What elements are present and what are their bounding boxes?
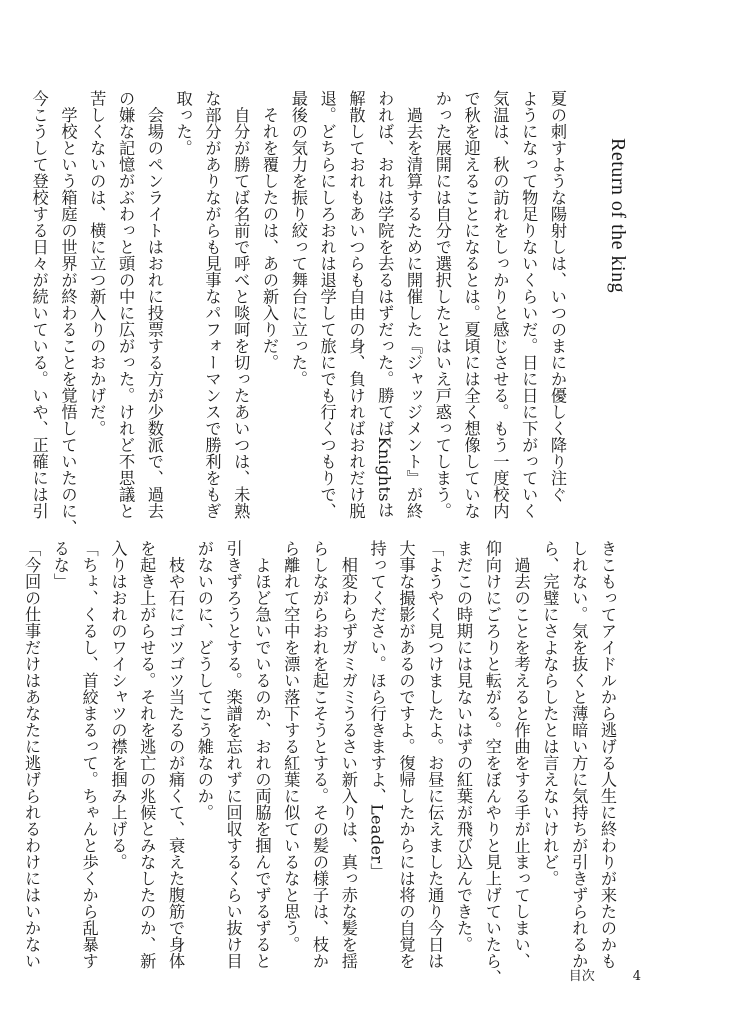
text-line: それを覆したのは、あの新入りだ。 [260,90,280,371]
text-line: 「ちょ、くるし、首絞まるって。ちゃんと歩くから乱暴す [79,540,99,969]
text-line: な部分がありながらも見事なパフォーマンスで勝利をもぎ [202,90,222,519]
footer [569,965,641,984]
text-line: 夏の刺すような陽射しは、いつのまにか優しく降り注ぐ [548,90,567,503]
page-title: Return of the king [607,138,629,294]
text-line: 相変わらずガミガミうるさい新入りは、真っ赤な髪を揺 [338,540,358,969]
text-line: 「ようやく見つけましたよ。お昼に伝えました通り今日は [425,540,445,969]
text-line: るな」 [50,540,70,590]
text-line: がないのに、どうしてこう雑なのか。 [194,540,214,821]
text-line: 退。どちらにしろおれは退学して旅にでも行くつもりで、 [317,90,337,519]
text-block-top [29,90,571,536]
text-line: きこもってアイドルから逃げる人生に終わりが来たのかも [598,540,617,969]
text-line: 取った。 [173,90,193,156]
text-line: 解散しておれもあいつらも自由の身、負ければおれだけ脱 [346,90,366,519]
text-line: を起き上がらせる。それを逃亡の兆候とみなしたのか、新 [137,540,157,969]
text-line: で秋を迎えることになるとは。夏頃には全く想像していな [461,90,481,519]
toc-link[interactable]: 目次 [568,969,595,984]
text-line: 引きずろうとする。楽譜を忘れずに回収するくらい抜け目 [223,540,243,969]
text-line: われば、おれは学院を去るはずだった。勝てばKnightsは [375,90,395,519]
text-line: 「今回の仕事だけはあなたに逃げられるわけにはいかない [22,540,42,969]
text-line: 今こうして登校する日々が続いている。いや、正確には引 [29,90,49,519]
text-line: の嫌な記憶がぶわっと頭の中に広がった。けれど不思議と [116,90,136,519]
text-line: 最後の気力を振り絞って舞台に立った。 [288,90,308,387]
text-line: 仰向けにごろりと転がる。空をぼんやりと見上げていたら、 [482,540,502,986]
page-number: 4 [632,969,641,984]
text-line: ら、完璧にさよならしたとは言えないけれど。 [540,540,560,887]
text-line: 会場のペンライトはおれに投票する方が少数派で、過去 [144,90,164,519]
text-line: 過去を清算するために開催した『ジャッジメント』が終 [404,90,424,519]
text-line: 入りはおれのワイシャツの襟を掴み上げる。 [108,540,128,870]
text-line: よほど急いでいるのか、おれの両脇を掴んでずるずると [252,540,272,969]
text-line: らしながらおれを起こそうとする。その髪の様子は、枝か [310,540,330,969]
text-line: 持ってください。ほら行きますよ、Leader」 [367,540,387,880]
text-line: しれない。気を抜くと薄暗い方に気持ちが引きずられるか [569,540,589,969]
text-line: かった展開には自分で選択したとはいえ戸惑ってしまう。 [432,90,452,519]
text-line: ようになって物足りないくらいだ。日に日に下がっていく [519,90,539,519]
text-line: 大事な撮影があるのですよ。復帰したからには将の自覚を [396,540,416,969]
text-line: 枝や石にゴツゴツ当たるのが痛くて、衰えた腹筋で身体 [166,540,186,969]
text-line: 学校という箱庭の世界が終わることを覚悟していたのに、 [58,90,78,536]
text-line: 苦しくないのは、横に立つ新入りのおかげだ。 [87,90,107,437]
text-line: ら離れて空中を漂い落下する紅葉に似ているなと思う。 [281,540,301,953]
text-line: まだこの時期には見ないはずの紅葉が飛び込んできた。 [454,540,474,953]
text-line: 自分が勝てば名前で呼べと啖呵を切ったあいつは、未熟 [231,90,251,519]
text-line: 過去のことを考えると作曲をする手が止まってしまい、 [511,540,531,969]
text-line: 気温は、秋の訪れをしっかりと感じさせる。もう一度校内 [490,90,510,519]
